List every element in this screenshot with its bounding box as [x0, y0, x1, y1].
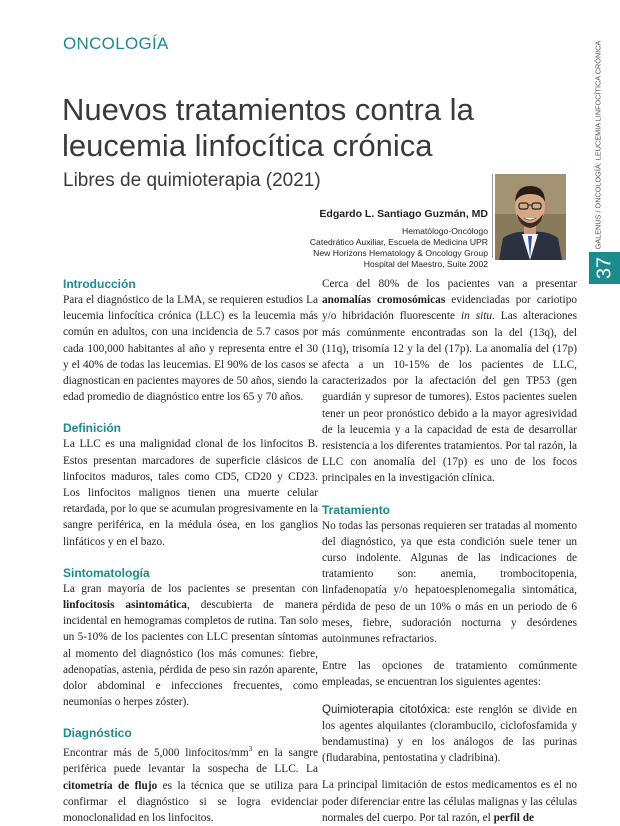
left-column: [63, 276, 318, 826]
article-title: Nuevos tratamientos contra la leucemia linfocítica crónica: [62, 92, 474, 163]
section-label: ONCOLOGÍA: [63, 34, 169, 53]
author-photo: [495, 174, 566, 260]
heading-intro: Introducción: [63, 277, 136, 291]
intro-paragraph: Para el diagnóstico de la LMA, se requieren estudios La leucemia linfocítica crónica (LLC) es la leucemia más común en adultos, con una incidencia de 5.7 casos por cada 100,000 habitantes al año y representa entre el 30 y el 40% de todas las leucemias. El 90% de los casos se diagnostican en pacientes mayores de 50 años, siendo la edad promedio de diagnóstico entre los 65 y 70 años.: [63, 294, 318, 404]
article-subtitle: Libres de quimioterapia (2021): [63, 170, 321, 191]
author-name: Edgardo L. Santiago Guzmán, MD: [319, 208, 488, 220]
page-number-tab: [589, 252, 620, 284]
running-head-text: GALENUS / ONCOLOGÍA: LEUCEMIA LINFOCÍTICA CRÓNICA: [593, 40, 603, 250]
heading-definition: Definición: [63, 421, 122, 436]
treatment-paragraph-2: Entre las opciones de tratamiento comúnmente empleadas, se encuentran los siguientes agentes:: [322, 660, 577, 689]
running-head: [592, 40, 604, 250]
page-number: 37: [593, 256, 615, 280]
author-affiliation: Catedrático Auxiliar, Escuela de Medicina UPR: [309, 237, 488, 247]
treatment-paragraph-1: No todas las personas requieren ser tratadas al momento del diagnóstico, ya que esta condición suele tener un curso indolente. Algunas de las indicaciones de tratamiento son: anemia, trombocitopenia, linfadenopatía y/o hepatoesplenomegalia sintomática, pérdida de peso de un 10% o más en un periodo de 6 meses, fiebre, sudoración nocturna y desórdenes autoinmunes refractarios.: [322, 519, 577, 646]
treatment-paragraph-3: La principal limitación de estos medicamentos es el no poder diferenciar entre las células malignas y las células normales del cuerpo. Por tal razón, el perfil de: [322, 779, 577, 824]
chromosomal-paragraph: Cerca del 80% de los pacientes van a presentar anomalías cromosómicas evidenciadas por cariotipo y/o hibridación fluorescente in situ. Las alteraciones más comúnmente encontradas son la del (13q), del (11q), trisomía 12 y la del (17p). La anomalía del (17p) afecta a un 10-15% de los pacientes de LLC, caracterizados por la afectación del gen TP53 (gen guardián y supresor de tumores). Estos pacientes suelen tener un peor pronóstico debido a la mayor agresividad de la leucemia y a la capacidad de esta de desarrollar resistencia a los diferentes tratamientos. Por tal razón, la LLC con anomalía del (17p) es uno de los focos principales en la investigación clínica.: [322, 278, 577, 485]
heading-treatment: Tratamiento: [322, 502, 391, 517]
author-block: [310, 208, 488, 270]
symptoms-paragraph: La gran mayoría de los pacientes se presentan con linfocitosis asintomática, descubierta de manera incidental en hemogramas completos de rutina. Tan solo un 5-10% de los pacientes con LLC presentan síntomas al momento del diagnóstico (los más comunes: fiebre, adenopatías, astenia, pérdida de peso sin razón aparente, dolor abdominal e infecciones frecuentes, como neumonías o herpes zóster).: [63, 582, 318, 709]
chemotherapy-paragraph: Quimioterapia citotóxica: este renglón se divide en los agentes alquilantes (clorambucilo, ciclofosfamida y bendamustina) y en los análogos de las purinas (fludarabina, pentostatina y cladribina).: [322, 703, 577, 765]
heading-symptoms: Sintomatología: [63, 565, 150, 580]
author-affiliation: Hematólogo-Oncólogo: [402, 226, 488, 236]
diagnosis-paragraph: Encontrar más de 5,000 linfocitos/$mm^3$ en la sangre periférica puede levantar la sospecha de LLC. La citometría de flujo es la técnica que se utiliza para confirmar el diagnóstico si se logra evidenciar monoclonalidad en los linfocitos.: [63, 745, 318, 825]
heading-diagnosis: Diagnóstico: [63, 726, 132, 741]
author-divider: [492, 174, 493, 258]
right-column: [322, 276, 577, 826]
author-affiliation: New Horizons Hematology & Oncology Group: [313, 248, 488, 258]
definition-paragraph: La LLC es una malignidad clonal de los linfocitos B. Estos presentan marcadores de superficie clásicos de linfocitos maduros, tales como CD5, CD20 y CD23. Los linfocitos malignos tienen una muerte celular retardada, por lo que se acumulan progresivamente en la sangre periférica, en la médula ósea, en los ganglios linfáticos y en el bazo.: [63, 438, 319, 548]
author-affiliation: Hospital del Maestro, Suite 2002: [363, 259, 488, 269]
